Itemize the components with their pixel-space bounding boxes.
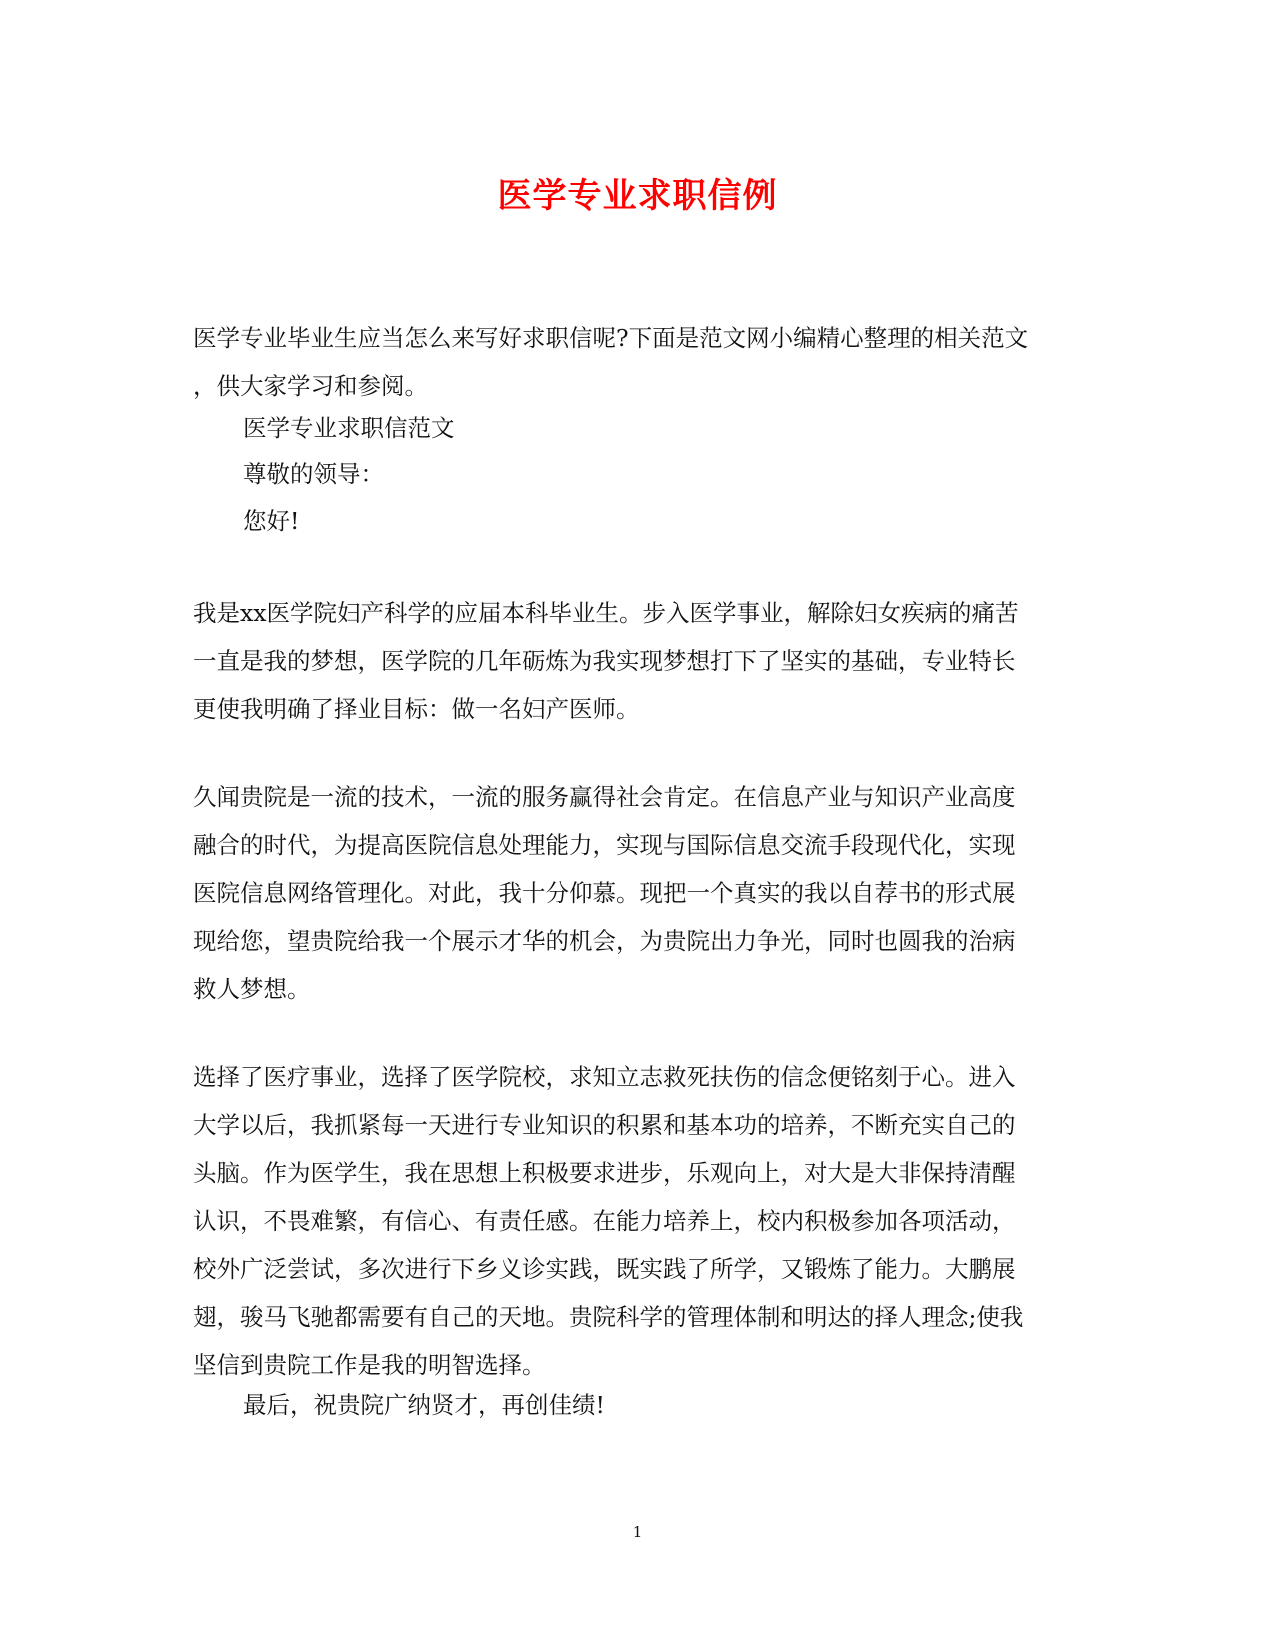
body-paragraph-3: 选择了医疗事业，选择了医学院校，求知立志救死扶伤的信念便铭刻于心。进入 大学以后，我抓紧每一天进行专业知识的积累和基本功的培养，不断充实自己的 头脑。作为医学生，我在思想上积极要求进步，乐观向上，对大是大非保持清醒 认识，不畏难繁，有信心、有责任感。在能力培养上，校内积极参加各项活动， 校外广泛尝试，多次进行下乡义诊实践，既实践了所学，又锻炼了能力。大鹏展 翅，骏马飞驰都需要有自己的天地。贵院科学的管理体制和明达的择人理念;使我 坚信到贵院工作是我的明智选择。: [193, 1063, 1024, 1379]
intro-paragraph: 医学专业毕业生应当怎么来写好求职信呢?下面是范文网小编精心整理的相关范文 ，供大家学习和参阅。: [193, 324, 1029, 400]
letter-greeting: 您好!: [243, 507, 300, 535]
page-number: 1: [632, 1523, 643, 1541]
body-paragraph-1: 我是xx医学院妇产科学的应届本科毕业生。步入医学事业，解除妇女疾病的痛苦 一直是我的梦想，医学院的几年砺炼为我实现梦想打下了坚实的基础，专业特长 更使我明确了择业目标：做一名妇产医师。: [193, 599, 1019, 723]
letter-salutation: 尊敬的领导：: [243, 460, 384, 488]
body-paragraph-2: 久闻贵院是一流的技术，一流的服务赢得社会肯定。在信息产业与知识产业高度 融合的时代，为提高医院信息处理能力，实现与国际信息交流手段现代化，实现 医院信息网络管理化。对此，我十分仰慕。现把一个真实的我以自荐书的形式展 现给您，望贵院给我一个展示才华的机会，为贵院出力争光，同时也圆我的治病 救人梦想。: [193, 783, 1016, 1003]
letter-closing: 最后，祝贵院广纳贤才，再创佳绩!: [243, 1391, 605, 1419]
document-title: 医学专业求职信例: [497, 176, 778, 216]
letter-subtitle: 医学专业求职信范文: [243, 414, 455, 442]
